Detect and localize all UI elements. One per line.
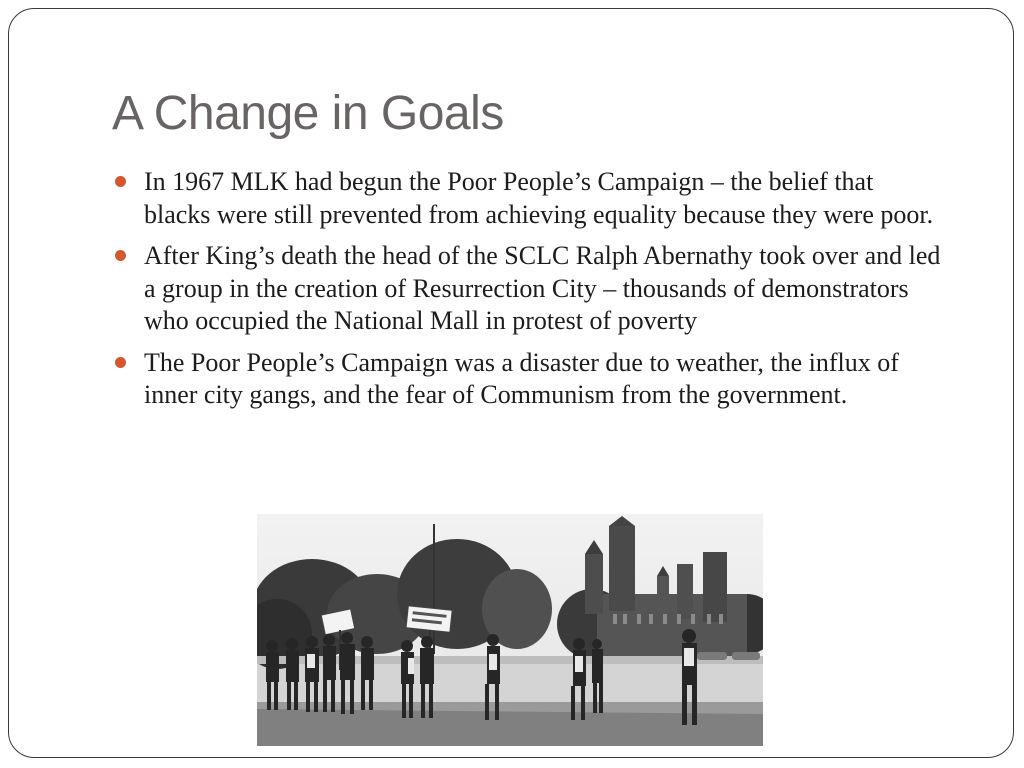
bullet-item — [113, 347, 943, 412]
bullet-text: In 1967 MLK had begun the Poor People’s Campaign – the belief that blacks were still prevented from achieving equality because they were poor. — [144, 167, 934, 229]
campaign-march-photo — [257, 514, 763, 746]
bullet-icon — [115, 250, 126, 261]
bullet-list — [113, 166, 943, 421]
bullet-item — [113, 240, 943, 338]
bullet-icon — [115, 357, 126, 368]
bullet-item — [113, 166, 943, 231]
bullet-icon — [115, 176, 126, 187]
bullet-text: The Poor People’s Campaign was a disaster due to weather, the influx of inner city gangs, and the fear of Communism from the government. — [144, 347, 899, 409]
bullet-text: After King’s death the head of the SCLC Ralph Abernathy took over and led a group in the creation of Resurrection City – thousands of demonstrators who occupied the National Mall in protest of poverty — [144, 241, 941, 335]
slide-title: A Change in Goals — [112, 87, 504, 140]
